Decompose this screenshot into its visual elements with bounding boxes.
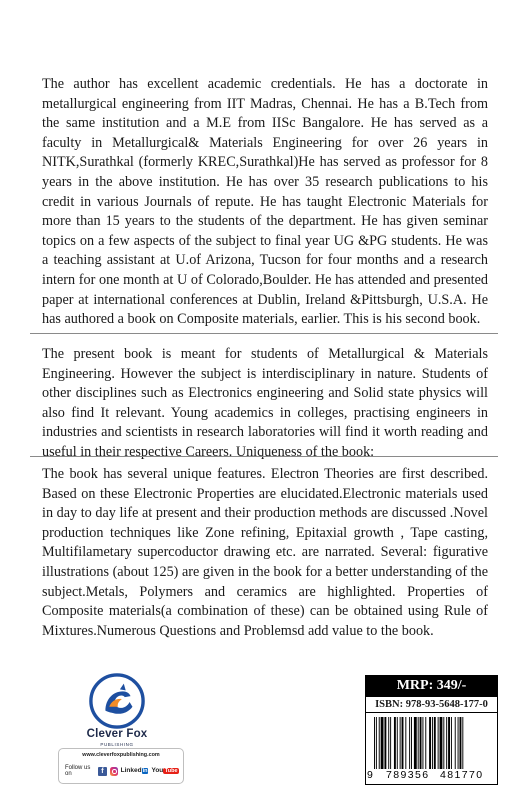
publisher-contact-box xyxy=(58,748,184,784)
mrp-label: MRP: 349/- xyxy=(365,675,498,697)
youtube-text: You xyxy=(151,767,164,774)
isbn-label: ISBN: 978-93-5648-177-0 xyxy=(365,697,498,713)
youtube-badge: Tube xyxy=(164,768,178,774)
linkedin-badge: in xyxy=(142,768,148,774)
section-divider xyxy=(30,333,498,334)
instagram-icon[interactable] xyxy=(110,767,118,776)
publisher-name: Clever Fox xyxy=(86,728,148,740)
features-paragraph: The book has several unique features. Electron Theories are first described. Based on these Electronic Properties are elucidated.Electronic materials used in day to day life at present and their production methods are discussed .Novel production techniques like Zone refining, Epitaxial growth , Tape casting, Multifilametary supercoductor drawing etc. are narrated. Several: figurative illustrations (about 125) are given in the book for a better understanding of the subject.Metals, Polymers and ceramics are highlighted. Properties of Composite materials(a combination of these) can be obtained using Rule of Mixtures.Numerous Questions and Problemsd add value to the book. xyxy=(42,466,488,639)
follow-label: Follow us on xyxy=(65,765,91,777)
linkedin-text: Linked xyxy=(120,767,142,774)
author-bio-paragraph: The author has excellent academic credentials. He has a doctorate in metallurgical engineering from IIT Madras, Chennai. He has a B.Tech from the same institution and a M.E from IISc Bangalore. He has served as a faculty in Metallurgical& Materials Engineering for over 26 years in NITK,Surathkal (formerly KREC,Surathkal)He has served as professor for 8 years in the above institution. He has over 35 research publications to his credit in various Journals of repute. He has taught Electronic Materials for more than 15 years to the students of the department. He has given seminar topics on a few aspects of the subject to final year UG &PG students. He was a teaching assistant at U.of Arizona, Tucson for four months and a research intern for one month at U of Colorado,Boulder. He has attended and presented paper at international conferences at Dublin, Ireland &Pittsburgh, U.S.A. He has authored a book on Composite materials, earlier. This is his second book. xyxy=(42,76,488,328)
linkedin-icon[interactable] xyxy=(121,767,149,775)
social-links xyxy=(65,765,179,777)
barcode-box xyxy=(365,713,498,785)
section-divider xyxy=(30,456,498,457)
audience-paragraph: The present book is meant for students of Metallurgical & Materials Engineering. However the subject is interdisciplinary in nature. Students of other disciplines such as Electronics engineering and Solid state physics will also find It relevant. Young academics in colleges, practising engineers in industries and scientists in research laboratories will find it worth reading and useful in their respective Careers. Uniqueness of the book: xyxy=(42,346,488,460)
clever-fox-logo-icon xyxy=(88,672,146,730)
facebook-icon[interactable]: f xyxy=(98,767,106,776)
publisher-website[interactable]: www.cleverfoxpublishing.com xyxy=(82,752,160,758)
barcode-right-group: 481770 xyxy=(440,769,484,781)
youtube-icon[interactable] xyxy=(151,767,179,775)
barcode-first-digit: 9 xyxy=(367,769,373,781)
publisher-tagline: PUBLISHING xyxy=(100,742,134,747)
barcode-left-group: 789356 xyxy=(386,769,430,781)
barcode-icon xyxy=(372,717,492,769)
